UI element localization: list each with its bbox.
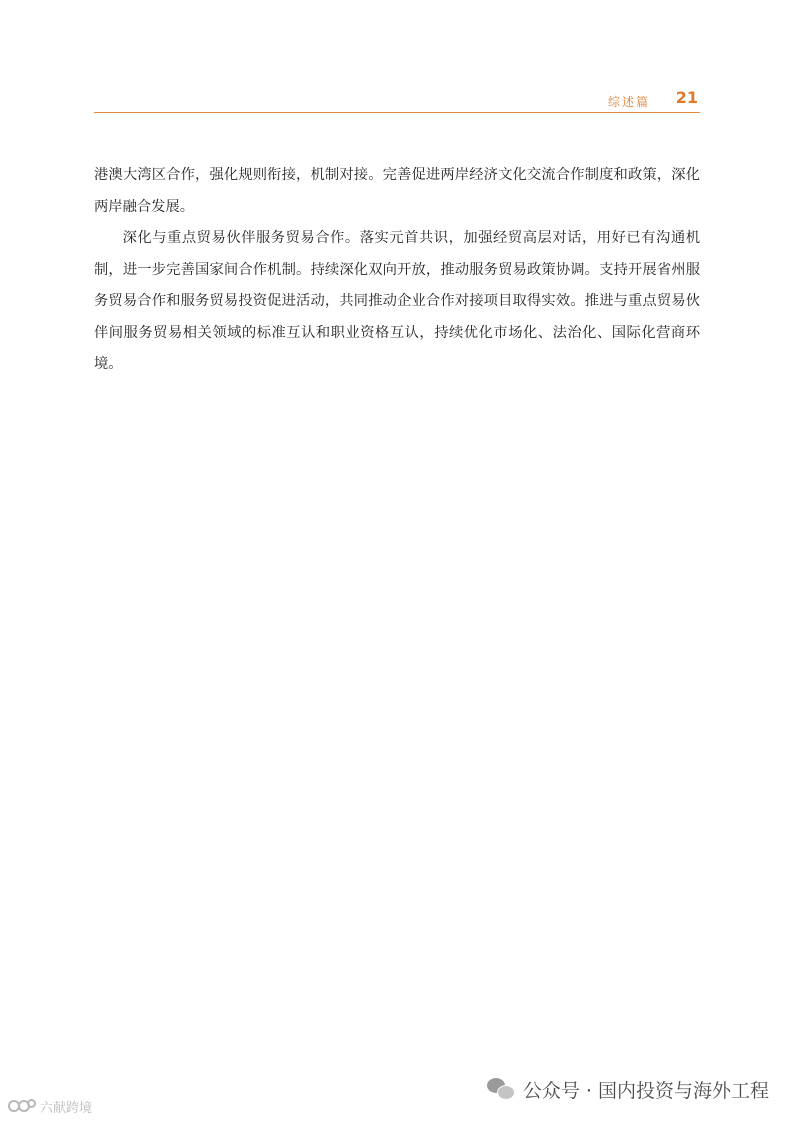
wechat-watermark bbox=[487, 1074, 769, 1104]
paragraph: 深化与重点贸易伙伴服务贸易合作。落实元首共识，加强经贸高层对话，用好已有沟通机制，进一步完善国家间合作机制。持续深化双向开放，推动服务贸易政策协调。支持开展省州服务贸易合作和服务贸易投资促进活动，共同推动企业合作对接项目取得实效。推进与重点贸易伙伴间服务贸易相关领域的标准互认和职业资格互认，持续优化市场化、法治化、国际化营商环境。 bbox=[94, 230, 700, 372]
watermark-text: 公众号 · 国内投资与海外工程 bbox=[522, 1079, 769, 1102]
wechat-icon bbox=[487, 1077, 517, 1101]
paragraph: 港澳大湾区合作，强化规则衔接，机制对接。完善促进两岸经济文化交流合作制度和政策，深化两岸融合发展。 bbox=[94, 167, 700, 215]
page-header bbox=[94, 84, 700, 113]
body-content bbox=[94, 160, 700, 381]
brand-logo-icon bbox=[8, 1099, 36, 1113]
section-title: 综述篇 bbox=[607, 95, 650, 109]
page-number: 21 bbox=[675, 88, 698, 107]
brand-logo bbox=[8, 1096, 92, 1116]
brand-logo-text: 六献跨境 bbox=[40, 1100, 93, 1116]
